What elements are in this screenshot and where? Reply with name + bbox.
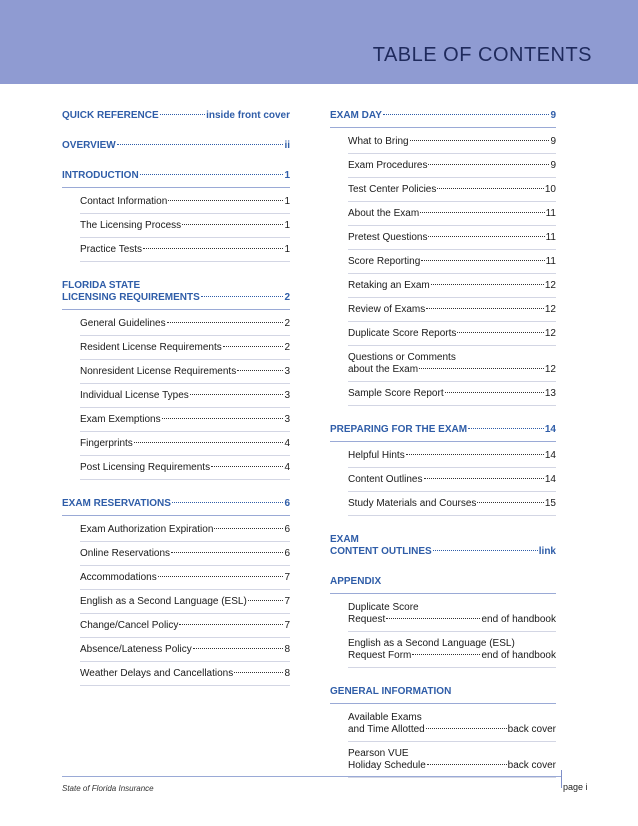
- section-page: ii: [284, 140, 290, 151]
- entry-row: [80, 196, 290, 208]
- entry-label: What to Bring: [348, 136, 409, 147]
- entry-row: [348, 760, 556, 772]
- section-title: PREPARING FOR THE EXAM: [330, 424, 468, 435]
- toc-section: [62, 498, 290, 686]
- entry-label: Accommodations: [80, 572, 157, 583]
- toc-right-column: [330, 110, 556, 778]
- entry-page: 3: [284, 366, 290, 377]
- toc-section: [330, 424, 556, 516]
- dot-leader: [426, 308, 544, 309]
- dot-leader: [234, 672, 283, 673]
- dot-leader: [248, 600, 284, 601]
- dot-leader: [158, 576, 284, 577]
- toc-entry[interactable]: [348, 742, 556, 778]
- dot-leader: [211, 466, 283, 467]
- entry-page: 10: [544, 184, 556, 195]
- dot-leader: [457, 332, 543, 333]
- dot-leader: [143, 248, 283, 249]
- entry-row: [80, 390, 290, 402]
- toc-entry[interactable]: [348, 322, 556, 346]
- entry-page: back cover: [507, 724, 556, 735]
- dot-leader: [214, 528, 283, 529]
- section-items: [62, 312, 290, 480]
- entry-row: [348, 364, 556, 376]
- toc-left-column: [62, 110, 290, 686]
- entry-page: back cover: [507, 760, 556, 771]
- toc-entry[interactable]: [80, 360, 290, 384]
- dot-leader: [419, 368, 544, 369]
- entry-page: 3: [284, 390, 290, 401]
- toc-entry[interactable]: [80, 542, 290, 566]
- entry-row: [348, 450, 556, 462]
- entry-row: [348, 304, 556, 316]
- entry-row: [80, 366, 290, 378]
- entry-row: [348, 474, 556, 486]
- entry-page: 6: [284, 524, 290, 535]
- dot-leader: [162, 418, 284, 419]
- section-heading[interactable]: [330, 576, 556, 594]
- toc-entry[interactable]: [348, 346, 556, 382]
- toc-section: [62, 280, 290, 480]
- section-page: link: [538, 546, 556, 557]
- entry-page: 12: [544, 364, 556, 375]
- section-title: INTRODUCTION: [62, 170, 139, 181]
- toc-section: [62, 140, 290, 152]
- entry-label: Nonresident License Requirements: [80, 366, 237, 377]
- toc-entry[interactable]: [348, 468, 556, 492]
- dot-leader: [172, 502, 284, 503]
- entry-label: Content Outlines: [348, 474, 423, 485]
- entry-page: 7: [284, 620, 290, 631]
- dot-leader: [445, 392, 544, 393]
- section-items: [62, 190, 290, 262]
- toc-section: [330, 686, 556, 778]
- section-title: APPENDIX: [330, 576, 382, 587]
- section-title: EXAM DAY: [330, 110, 382, 121]
- dot-leader: [167, 322, 284, 323]
- dot-leader: [412, 654, 480, 655]
- entry-row: [348, 498, 556, 510]
- entry-page: 7: [284, 572, 290, 583]
- entry-page: 8: [284, 644, 290, 655]
- entry-label: Contact Information: [80, 196, 168, 207]
- dot-leader: [168, 200, 283, 201]
- section-page: 6: [284, 498, 290, 509]
- dot-leader: [193, 648, 284, 649]
- toc-entry[interactable]: [348, 202, 556, 226]
- toc-section: [330, 576, 556, 668]
- toc-entry[interactable]: [348, 274, 556, 298]
- section-page: 2: [284, 292, 290, 303]
- entry-page: 2: [284, 342, 290, 353]
- dot-leader: [406, 454, 544, 455]
- dot-leader: [171, 552, 283, 553]
- entry-row: [80, 548, 290, 560]
- section-heading-entry: [330, 546, 556, 558]
- entry-page: 14: [544, 474, 556, 485]
- section-heading-entry: [330, 424, 556, 436]
- section-page: 1: [284, 170, 290, 181]
- toc-section: [330, 534, 556, 558]
- entry-label: Test Center Policies: [348, 184, 437, 195]
- toc-entry[interactable]: [348, 706, 556, 742]
- entry-label: Helpful Hints: [348, 450, 405, 461]
- entry-row: [80, 572, 290, 584]
- entry-page: 15: [544, 498, 556, 509]
- dot-leader: [433, 550, 538, 551]
- entry-row: [80, 438, 290, 450]
- section-heading[interactable]: [330, 686, 556, 704]
- header-banner: [0, 0, 638, 84]
- section-heading-entry: [330, 686, 556, 698]
- dot-leader: [428, 236, 544, 237]
- toc-entry[interactable]: [80, 566, 290, 590]
- dot-leader: [179, 624, 283, 625]
- footer-divider: [62, 776, 562, 777]
- entry-row: [348, 208, 556, 220]
- section-heading-entry: [62, 498, 290, 510]
- entry-page: 1: [284, 220, 290, 231]
- entry-label: The Licensing Process: [80, 220, 182, 231]
- entry-page: 7: [284, 596, 290, 607]
- section-heading[interactable]: [330, 424, 556, 442]
- toc-entry[interactable]: [80, 408, 290, 432]
- entry-page: 8: [284, 668, 290, 679]
- entry-label: About the Exam: [348, 208, 420, 219]
- toc-entry[interactable]: [80, 638, 290, 662]
- entry-page: 2: [284, 318, 290, 329]
- dot-leader: [431, 284, 544, 285]
- entry-label: Change/Cancel Policy: [80, 620, 179, 631]
- dot-leader: [182, 224, 283, 225]
- section-heading[interactable]: [62, 110, 290, 122]
- toc-entry[interactable]: [348, 154, 556, 178]
- footer-source: State of Florida Insurance: [62, 784, 154, 793]
- entry-row: [348, 184, 556, 196]
- entry-row: [80, 596, 290, 608]
- entry-label: Post Licensing Requirements: [80, 462, 211, 473]
- entry-label-line1: Pearson VUE: [348, 748, 409, 759]
- dot-leader: [424, 478, 544, 479]
- toc-entry[interactable]: [348, 130, 556, 154]
- section-heading[interactable]: [62, 498, 290, 516]
- entry-row: [348, 724, 556, 736]
- section-heading-entry: [62, 170, 290, 182]
- entry-label-line1: Questions or Comments: [348, 352, 456, 363]
- entry-page: 6: [284, 548, 290, 559]
- dot-leader: [427, 764, 507, 765]
- section-heading[interactable]: [62, 170, 290, 188]
- toc-entry[interactable]: [348, 492, 556, 516]
- entry-label: Individual License Types: [80, 390, 189, 401]
- entry-page: 11: [545, 208, 556, 219]
- entry-page: 4: [284, 462, 290, 473]
- toc-entry[interactable]: [80, 518, 290, 542]
- section-heading-entry: [62, 140, 290, 152]
- entry-label: Sample Score Report: [348, 388, 444, 399]
- dot-leader: [223, 346, 284, 347]
- toc-entry[interactable]: [348, 298, 556, 322]
- dot-leader: [201, 296, 284, 297]
- section-items: [330, 444, 556, 516]
- entry-row: [348, 328, 556, 340]
- section-heading-entry: [62, 292, 290, 304]
- entry-row: [80, 318, 290, 330]
- entry-page: 12: [544, 328, 556, 339]
- section-page: inside front cover: [206, 110, 290, 121]
- entry-page: 11: [545, 232, 556, 243]
- section-title: GENERAL INFORMATION: [330, 686, 452, 697]
- entry-page: 1: [284, 196, 290, 207]
- entry-label: about the Exam: [348, 364, 419, 375]
- entry-label: Holiday Schedule: [348, 760, 426, 771]
- entry-row: [80, 244, 290, 256]
- entry-row: [348, 650, 556, 662]
- entry-row: [348, 388, 556, 400]
- dot-leader: [410, 140, 550, 141]
- entry-row: [80, 414, 290, 426]
- entry-row: [348, 280, 556, 292]
- entry-page: 1: [284, 244, 290, 255]
- entry-label: Resident License Requirements: [80, 342, 222, 353]
- entry-label-line1: Available Exams: [348, 712, 422, 723]
- entry-row: [348, 232, 556, 244]
- toc-section: [62, 110, 290, 122]
- entry-label: Online Reservations: [80, 548, 171, 559]
- section-heading[interactable]: [330, 534, 556, 558]
- toc-section: [330, 110, 556, 406]
- toc-entry[interactable]: [348, 444, 556, 468]
- entry-label-line1: English as a Second Language (ESL): [348, 638, 515, 649]
- dot-leader: [140, 174, 284, 175]
- entry-page: 14: [544, 450, 556, 461]
- entry-label: Absence/Lateness Policy: [80, 644, 192, 655]
- section-items: [330, 596, 556, 668]
- entry-label: and Time Allotted: [348, 724, 425, 735]
- entry-label: Score Reporting: [348, 256, 421, 267]
- dot-leader: [437, 188, 544, 189]
- entry-label: Exam Exemptions: [80, 414, 161, 425]
- toc-entry[interactable]: [80, 456, 290, 480]
- toc-entry[interactable]: [80, 190, 290, 214]
- toc-entry[interactable]: [80, 336, 290, 360]
- section-heading[interactable]: [62, 140, 290, 152]
- toc-entry[interactable]: [348, 226, 556, 250]
- section-title: LICENSING REQUIREMENTS: [62, 292, 200, 303]
- page-title: TABLE OF CONTENTS: [372, 44, 592, 66]
- entry-row: [80, 620, 290, 632]
- entry-page: 9: [550, 160, 556, 171]
- entry-label: Request Form: [348, 650, 412, 661]
- section-page: 14: [544, 424, 556, 435]
- section-items: [330, 706, 556, 778]
- footer-tick: [561, 770, 562, 788]
- dot-leader: [420, 212, 544, 213]
- entry-row: [80, 462, 290, 474]
- dot-leader: [386, 618, 480, 619]
- toc-entry[interactable]: [80, 214, 290, 238]
- entry-page: 9: [550, 136, 556, 147]
- entry-label-line1: Duplicate Score: [348, 602, 419, 613]
- entry-row: [348, 256, 556, 268]
- entry-row: [80, 342, 290, 354]
- toc-entry[interactable]: [80, 384, 290, 408]
- dot-leader: [117, 144, 284, 145]
- section-title: OVERVIEW: [62, 140, 116, 151]
- dot-leader: [190, 394, 284, 395]
- toc-section: [62, 170, 290, 262]
- toc-entry[interactable]: [348, 250, 556, 274]
- entry-page: 12: [544, 280, 556, 291]
- dot-leader: [421, 260, 544, 261]
- entry-label: Study Materials and Courses: [348, 498, 477, 509]
- entry-page: 13: [544, 388, 556, 399]
- section-title: CONTENT OUTLINES: [330, 546, 432, 557]
- entry-label: General Guidelines: [80, 318, 166, 329]
- entry-row: [80, 220, 290, 232]
- section-page: 9: [550, 110, 556, 121]
- dot-leader: [160, 114, 205, 115]
- entry-label: Exam Procedures: [348, 160, 428, 171]
- entry-label: English as a Second Language (ESL): [80, 596, 247, 607]
- entry-label: Weather Delays and Cancellations: [80, 668, 234, 679]
- toc-entry[interactable]: [348, 178, 556, 202]
- section-title: EXAM RESERVATIONS: [62, 498, 171, 509]
- dot-leader: [383, 114, 550, 115]
- entry-label: Duplicate Score Reports: [348, 328, 457, 339]
- entry-page: 4: [284, 438, 290, 449]
- entry-label: Request: [348, 614, 386, 625]
- entry-row: [80, 644, 290, 656]
- section-heading-line1: FLORIDA STATE: [62, 280, 141, 291]
- toc-entry[interactable]: [80, 614, 290, 638]
- entry-page: end of handbook: [481, 614, 556, 625]
- entry-page: 12: [544, 304, 556, 315]
- section-title: QUICK REFERENCE: [62, 110, 159, 121]
- toc-entry[interactable]: [80, 662, 290, 686]
- section-heading[interactable]: [62, 280, 290, 310]
- entry-row: [348, 136, 556, 148]
- section-heading[interactable]: [330, 110, 556, 128]
- entry-label: Exam Authorization Expiration: [80, 524, 214, 535]
- entry-label: Fingerprints: [80, 438, 133, 449]
- toc-entry[interactable]: [348, 632, 556, 668]
- dot-leader: [428, 164, 549, 165]
- toc-entry[interactable]: [80, 432, 290, 456]
- entry-label: Review of Exams: [348, 304, 426, 315]
- toc-entry[interactable]: [80, 312, 290, 336]
- entry-label: Practice Tests: [80, 244, 143, 255]
- dot-leader: [477, 502, 543, 503]
- entry-row: [348, 614, 556, 626]
- section-items: [330, 130, 556, 406]
- entry-row: [80, 524, 290, 536]
- entry-page: 11: [545, 256, 556, 267]
- dot-leader: [237, 370, 283, 371]
- dot-leader: [426, 728, 507, 729]
- entry-row: [348, 160, 556, 172]
- entry-label: Pretest Questions: [348, 232, 428, 243]
- section-heading-line1: EXAM: [330, 534, 359, 545]
- entry-page: 3: [284, 414, 290, 425]
- footer-page-number: page i: [563, 782, 588, 792]
- dot-leader: [468, 428, 544, 429]
- toc-entry[interactable]: [80, 590, 290, 614]
- toc-entry[interactable]: [348, 596, 556, 632]
- toc-entry[interactable]: [348, 382, 556, 406]
- toc-entry[interactable]: [80, 238, 290, 262]
- section-heading-entry: [330, 576, 556, 588]
- section-heading-entry: [62, 110, 290, 122]
- entry-label: Retaking an Exam: [348, 280, 430, 291]
- entry-row: [80, 668, 290, 680]
- entry-page: end of handbook: [481, 650, 556, 661]
- section-items: [62, 518, 290, 686]
- section-heading-entry: [330, 110, 556, 122]
- dot-leader: [134, 442, 284, 443]
